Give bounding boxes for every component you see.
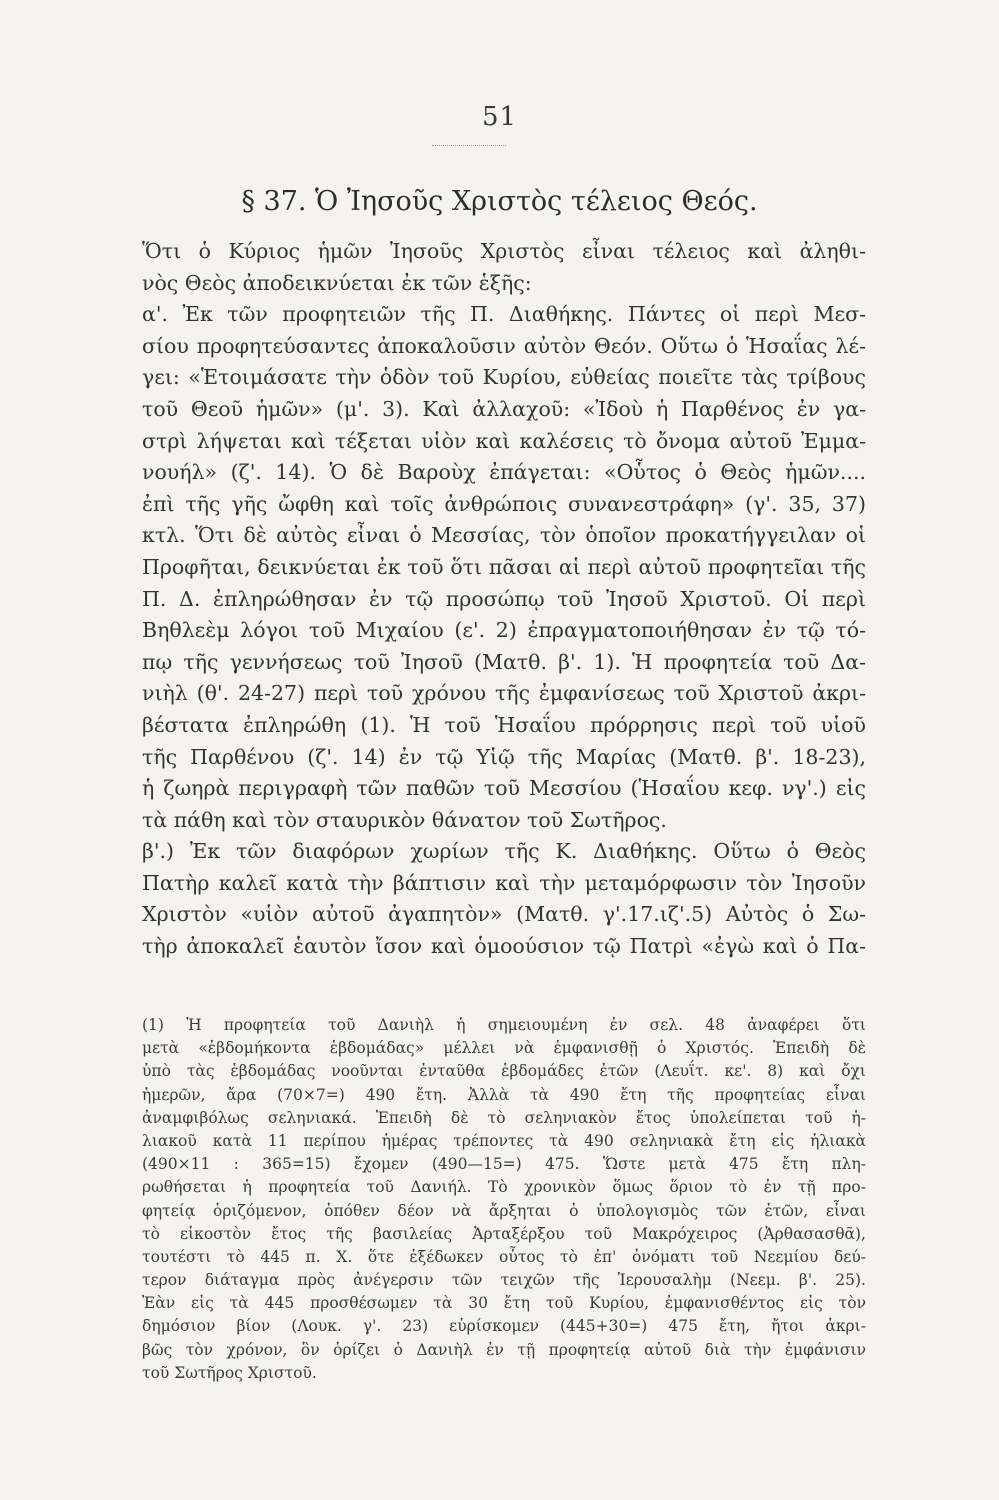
- footnote-line: λιακοῦ κατὰ 11 περίπου ἡμέρας τρέποντες τὰ 490 σεληνιακὰ ἔτη εἰς ἡλιακὰ: [142, 1131, 866, 1150]
- page-number: 51: [481, 102, 518, 132]
- footnote-line: ὑπὸ τὰς ἑβδομάδας νοοῦνται ἐνταῦθα ἑβδομάδες ἐτῶν (Λευΐτ. κε'. 8) καὶ ὄχι: [142, 1062, 866, 1081]
- text-line: σίου προφητεύσαντες ἀποκαλοῦσιν αὐτὸν Θεόν. Οὕτω ὁ Ἡσαΐας λέ-: [142, 333, 866, 358]
- footnote-line: μετὰ «ἑβδομήκοντα ἑβδομάδας» μέλλει νὰ ἐμφανισθῇ ὁ Χριστός. Ἐπειδὴ δὲ: [142, 1039, 866, 1058]
- text-line: α'. Ἐκ τῶν προφητειῶν τῆς Π. Διαθήκης. Πάντες οἱ περὶ Μεσ-: [142, 302, 866, 327]
- text-line: ἐπὶ τῆς γῆς ὤφθη καὶ τοῖς ἀνθρώποις συνανεστράφη» (γ'. 35, 37): [142, 491, 866, 516]
- text-line: Ὅτι ὁ Κύριος ἡμῶν Ἰησοῦς Χριστὸς εἶναι τέλειος καὶ ἀληθι-: [142, 239, 866, 263]
- text-line: Βηθλεὲμ λόγοι τοῦ Μιχαίου (ε'. 2) ἐπραγματοποιήθησαν ἐν τῷ τό-: [142, 618, 866, 643]
- footnote-line: τερον διάταγμα πρὸς ἀνέγερσιν τῶν τειχῶν τῆς Ἱερουσαλὴμ (Νεεμ. β'. 25).: [142, 1271, 866, 1290]
- text-line: στρὶ λήψεται καὶ τέξεται υἱὸν καὶ καλέσεις τὸ ὄνομα αὐτοῦ Ἐμμα-: [142, 428, 866, 453]
- text-line: ἡ ζωηρὰ περιγραφὴ τῶν παθῶν τοῦ Μεσσίου (Ἡσαΐου κεφ. νγ'.) εἰς: [142, 776, 866, 801]
- text-line: τὴρ ἀποκαλεῖ ἑαυτὸν ἴσον καὶ ὁμοούσιον τῷ Πατρὶ «ἐγὼ καὶ ὁ Πα-: [142, 934, 866, 959]
- footnote-line: ἡμερῶν, ἄρα (70×7=) 490 ἔτη. Ἀλλὰ τὰ 490 ἔτη τῆς προφητείας εἶναι: [142, 1085, 866, 1104]
- text-line: γει: «Ἑτοιμάσατε τὴν ὁδὸν τοῦ Κυρίου, εὐθείας ποιεῖτε τὰς τρίβους: [142, 365, 866, 390]
- footnotes: [142, 1014, 866, 1385]
- footnote-line: φητείᾳ ὁριζόμενον, ὁπόθεν δέον νὰ ἄρξηται ὁ ὑπολογισμὸς τῶν ἐτῶν, εἶναι: [142, 1201, 866, 1220]
- footnote-line: (1) Ἡ προφητεία τοῦ Δανιὴλ ἡ σημειουμένη ἐν σελ. 48 ἀναφέρει ὅτι: [142, 1016, 866, 1034]
- footnote-line: τὸ εἰκοστὸν ἔτος τῆς βασιλείας Ἀρταξέρξου τοῦ Μακρόχειρος (Ἀρθασασθᾶ),: [142, 1224, 866, 1243]
- footnote-line: (490×11 : 365=15) ἔχομεν (490—15=) 475. Ὥστε μετὰ 475 ἔτη πλη-: [142, 1155, 866, 1174]
- text-line: νὸς Θεὸς ἀποδεικνύεται ἐκ τῶν ἑξῆς:: [142, 270, 532, 295]
- text-line: Πατὴρ καλεῖ κατὰ τὴν βάπτισιν καὶ τὴν μεταμόρφωσιν τὸν Ἰησοῦν: [142, 870, 866, 895]
- text-line: β'.) Ἐκ τῶν διαφόρων χωρίων τῆς Κ. Διαθήκης. Οὕτω ὁ Θεὸς: [142, 839, 866, 864]
- text-line: τοῦ Θεοῦ ἡμῶν» (μ'. 3). Καὶ ἀλλαχοῦ: «Ἰδοὺ ἡ Παρθένος ἐν γα-: [142, 396, 866, 421]
- footnote-line: δημόσιον βίον (Λουκ. γ'. 23) εὑρίσκομεν (445+30=) 475 ἔτη, ἤτοι ἀκρι-: [142, 1317, 866, 1336]
- main-text: [142, 236, 866, 963]
- footnote-line: βῶς τὸν χρόνον, ὃν ὁρίζει ὁ Δανιὴλ ἐν τῇ προφητείᾳ αὐτοῦ διὰ τὴν ἐμφάνισιν: [142, 1340, 866, 1359]
- text-line: Προφῆται, δεικνύεται ἐκ τοῦ ὅτι πᾶσαι αἱ περὶ αὐτοῦ προφητεῖαι τῆς: [142, 554, 866, 579]
- text-line: κτλ. Ὅτι δὲ αὐτὸς εἶναι ὁ Μεσσίας, τὸν ὁποῖον προκατήγγειλαν οἱ: [142, 523, 866, 548]
- text-line: νιὴλ (θ'. 24-27) περὶ τοῦ χρόνου τῆς ἐμφανίσεως τοῦ Χριστοῦ ἀκρι-: [142, 681, 866, 706]
- text-line: τὰ πάθη καὶ τὸν σταυρικὸν θάνατον τοῦ Σωτῆρος.: [142, 807, 667, 832]
- text-line: νουήλ» (ζ'. 14). Ὁ δὲ Βαροὺχ ἐπάγεται: «Οὗτος ὁ Θεὸς ἡμῶν....: [142, 460, 866, 485]
- text-line: τῆς Παρθένου (ζ'. 14) ἐν τῷ Υἱῷ τῆς Μαρίας (Ματθ. β'. 18-23),: [142, 744, 866, 769]
- text-line: Χριστὸν «υἱὸν αὐτοῦ ἀγαπητὸν» (Ματθ. γ'.17.ιζ'.5) Αὐτὸς ὁ Σω-: [142, 902, 866, 927]
- section-heading: § 37. Ὁ Ἰησοῦς Χριστὸς τέλειος Θεός.: [241, 186, 758, 217]
- text-line: πῳ τῆς γεννήσεως τοῦ Ἰησοῦ (Ματθ. β'. 1). Ἡ προφητεία τοῦ Δα-: [142, 649, 866, 674]
- footnote-line: τουτέστι τὸ 445 π. Χ. ὅτε ἐξέδωκεν οὗτος τὸ ἐπ' ὀνόματι τοῦ Νεεμίου δεύ-: [142, 1247, 866, 1266]
- footnote-line: τοῦ Σωτῆρος Χριστοῦ.: [142, 1363, 317, 1382]
- text-line: βέστατα ἐπληρώθη (1). Ἡ τοῦ Ἡσαΐου πρόρρησις περὶ τοῦ υἱοῦ: [142, 712, 866, 737]
- footnote-line: ρωθήσεται ἡ προφητεία τοῦ Δανιήλ. Τὸ χρονικὸν ὅμως ὅριον τὸ ἐν τῇ προ-: [142, 1178, 866, 1197]
- footnote-line: Ἐὰν εἰς τὰ 445 προσθέσωμεν τὰ 30 ἔτη τοῦ Κυρίου, ἐμφανισθέντος εἰς τὸν: [142, 1294, 866, 1313]
- footnote-line: ἀναμφιβόλως σεληνιακά. Ἐπειδὴ δὲ τὸ σεληνιακὸν ἔτος ὑπολείπεται τοῦ ἡ-: [142, 1108, 866, 1127]
- text-line: Π. Δ. ἐπληρώθησαν ἐν τῷ προσώπῳ τοῦ Ἰησοῦ Χριστοῦ. Οἱ περὶ: [142, 586, 866, 611]
- page-number-rule: [432, 145, 506, 146]
